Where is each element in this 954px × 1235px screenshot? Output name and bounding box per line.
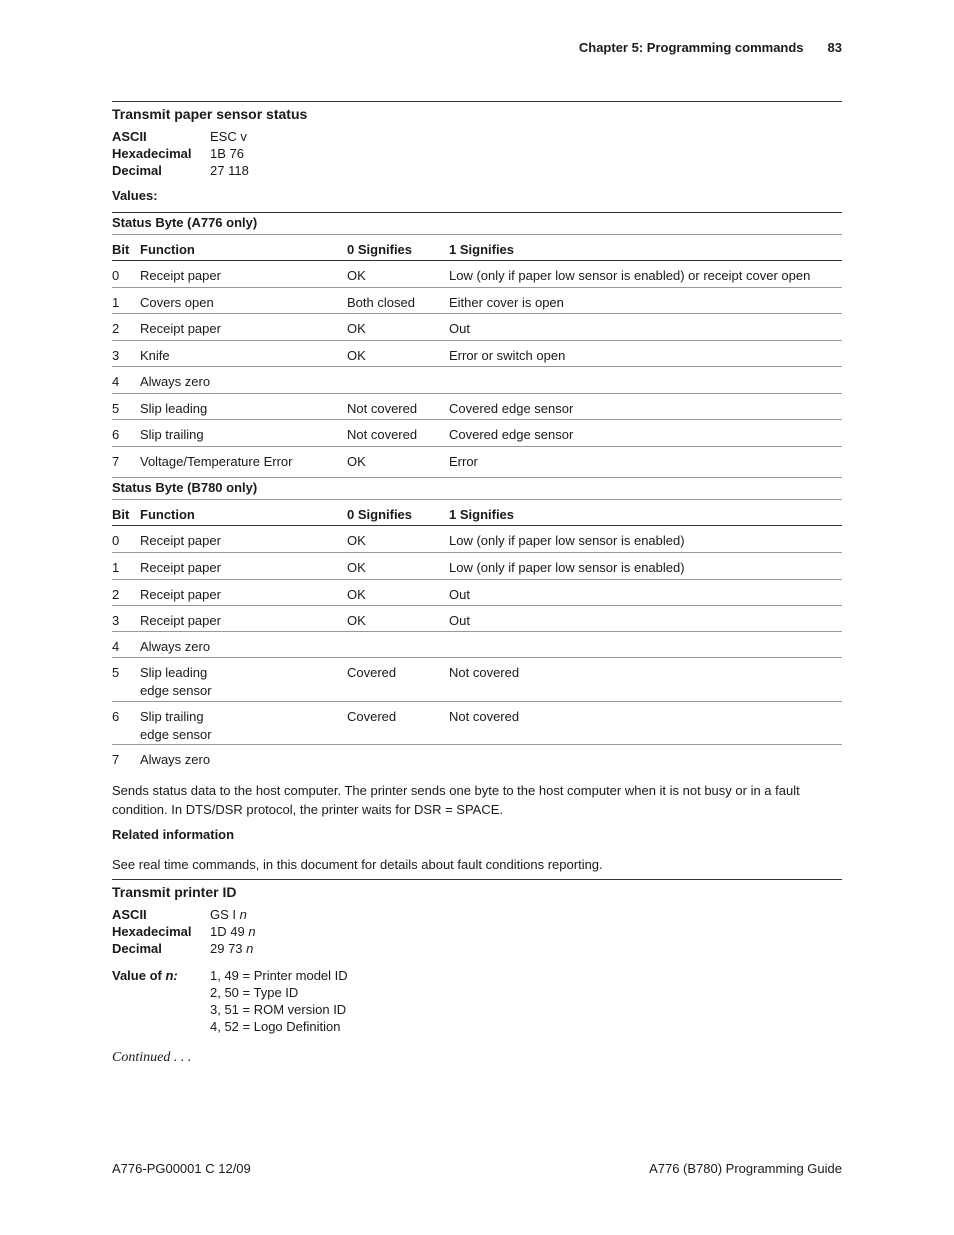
- cell-zero-signifies: OK: [347, 560, 366, 575]
- cell-function: Knife: [140, 348, 170, 363]
- cell-zero-signifies: OK: [347, 587, 366, 602]
- table-row: [112, 525, 842, 552]
- cell-zero-signifies: OK: [347, 454, 366, 469]
- cell-zero-signifies: Covered: [347, 665, 397, 680]
- cell-one-signifies: Covered edge sensor: [449, 427, 574, 442]
- cell-one-signifies: Error or switch open: [449, 348, 566, 363]
- cell-zero-signifies: Not covered: [347, 427, 418, 442]
- header-one: 1 Signifies: [449, 507, 515, 522]
- cell-zero-signifies: Both closed: [347, 295, 415, 310]
- cell-one-signifies: Low (only if paper low sensor is enabled): [449, 533, 685, 548]
- table-row: [112, 701, 842, 727]
- table-row: [112, 260, 842, 287]
- value-item: 1, 49 = Printer model ID: [210, 968, 348, 983]
- cell-function: edge sensor: [140, 727, 212, 742]
- value-of-label: Value of n:: [112, 968, 178, 983]
- cell-bit: 2: [112, 587, 120, 602]
- cell-bit: 1: [112, 295, 120, 310]
- cell-bit: 2: [112, 321, 120, 336]
- cell-function: Receipt paper: [140, 560, 221, 575]
- chapter-title: Chapter 5: Programming commands: [578, 40, 804, 55]
- cell-function: Voltage/Temperature Error: [140, 454, 293, 469]
- code-row-decimal: Decimal 27 118: [112, 163, 249, 178]
- cell-one-signifies: Out: [449, 321, 470, 336]
- cell-one-signifies: Not covered: [449, 665, 520, 680]
- cell-function: Covers open: [140, 295, 214, 310]
- footer-guide-title: A776 (B780) Programming Guide: [649, 1161, 842, 1176]
- related-info-label: Related information: [112, 827, 235, 842]
- value-item: 4, 52 = Logo Definition: [210, 1019, 341, 1034]
- cell-bit: 0: [112, 533, 120, 548]
- cell-bit: 4: [112, 639, 120, 654]
- table-row: [112, 366, 842, 393]
- table-row: [112, 313, 842, 340]
- cell-function: Slip trailing: [140, 709, 204, 724]
- cell-bit: 0: [112, 268, 120, 283]
- header-bit: Bit: [112, 242, 130, 257]
- value-item: 3, 51 = ROM version ID: [210, 1002, 347, 1017]
- table-rule: [112, 212, 842, 213]
- cell-bit: 7: [112, 454, 120, 469]
- cell-one-signifies: Covered edge sensor: [449, 401, 574, 416]
- table-row: [112, 631, 842, 657]
- description-paragraph: Sends status data to the host computer. The printer sends one byte to the host computer when it is not busy or in a fault condition. In DTS/DSR protocol, the printer waits for DSR = SPACE.: [112, 783, 800, 817]
- cell-zero-signifies: OK: [347, 533, 366, 548]
- cell-function: Always zero: [140, 752, 211, 767]
- table-row: [112, 605, 842, 631]
- code-row-ascii: ASCII ESC v: [112, 129, 247, 144]
- cell-one-signifies: Low (only if paper low sensor is enabled) or receipt cover open: [449, 268, 811, 283]
- table-row: [112, 744, 842, 771]
- cell-zero-signifies: OK: [347, 613, 366, 628]
- table-row: [112, 446, 842, 477]
- cell-function: Receipt paper: [140, 613, 221, 628]
- table-row: [112, 579, 842, 605]
- table-a-header: [112, 234, 842, 260]
- footer-doc-id: A776-PG00001 C 12/09: [112, 1161, 251, 1176]
- cell-bit: 6: [112, 709, 120, 724]
- code-row-hex: Hexadecimal 1D 49 n: [112, 924, 256, 939]
- cell-bit: 5: [112, 401, 120, 416]
- cell-one-signifies: Low (only if paper low sensor is enabled): [449, 560, 685, 575]
- cell-zero-signifies: Covered: [347, 709, 397, 724]
- cell-one-signifies: Out: [449, 587, 470, 602]
- continued-note: Continued . . .: [112, 1050, 192, 1065]
- cell-function: Always zero: [140, 374, 211, 389]
- table-row: [112, 727, 842, 744]
- cell-function: Slip trailing: [140, 427, 204, 442]
- section-rule: [112, 879, 842, 880]
- section-title: Transmit printer ID: [112, 884, 237, 900]
- cell-bit: 3: [112, 348, 120, 363]
- related-info-text: See real time commands, in this document for details about fault conditions reporting.: [112, 857, 603, 872]
- value-item: 2, 50 = Type ID: [210, 985, 299, 1000]
- code-row-ascii: ASCII GS I n: [112, 907, 247, 922]
- running-header: [579, 40, 842, 55]
- command-codes: [112, 128, 249, 179]
- cell-function: Slip leading: [140, 665, 208, 680]
- table-row: [112, 393, 842, 419]
- header-bit: Bit: [112, 507, 130, 522]
- cell-one-signifies: Either cover is open: [449, 295, 564, 310]
- table-a-title: Status Byte (A776 only): [112, 215, 258, 230]
- table-row: [112, 552, 842, 579]
- header-zero: 0 Signifies: [347, 507, 413, 522]
- cell-function: Slip leading: [140, 401, 208, 416]
- table-row: [112, 657, 842, 683]
- header-zero: 0 Signifies: [347, 242, 413, 257]
- command-codes: [112, 906, 256, 957]
- cell-one-signifies: Error: [449, 454, 478, 469]
- header-function: Function: [140, 242, 195, 257]
- value-of-n: [112, 967, 210, 984]
- section-rule: [112, 101, 842, 102]
- cell-bit: 7: [112, 752, 120, 767]
- value-list: [210, 967, 348, 1035]
- cell-function: Receipt paper: [140, 268, 221, 283]
- cell-bit: 1: [112, 560, 120, 575]
- cell-function: edge sensor: [140, 683, 212, 698]
- cell-one-signifies: Not covered: [449, 709, 520, 724]
- cell-zero-signifies: Not covered: [347, 401, 418, 416]
- cell-zero-signifies: OK: [347, 348, 366, 363]
- cell-zero-signifies: OK: [347, 268, 366, 283]
- table-row: [112, 340, 842, 366]
- cell-bit: 6: [112, 427, 120, 442]
- code-row-hex: Hexadecimal 1B 76: [112, 146, 244, 161]
- header-function: Function: [140, 507, 195, 522]
- cell-one-signifies: Out: [449, 613, 470, 628]
- table-b-header: [112, 499, 842, 525]
- header-one: 1 Signifies: [449, 242, 515, 257]
- table-b-title: Status Byte (B780 only): [112, 480, 258, 495]
- cell-bit: 5: [112, 665, 120, 680]
- cell-function: Receipt paper: [140, 321, 221, 336]
- cell-function: Receipt paper: [140, 587, 221, 602]
- cell-zero-signifies: OK: [347, 321, 366, 336]
- cell-bit: 4: [112, 374, 120, 389]
- section-title: Transmit paper sensor status: [112, 106, 308, 122]
- table-rule: [112, 477, 842, 478]
- cell-bit: 3: [112, 613, 120, 628]
- table-row: [112, 683, 842, 701]
- code-row-decimal: Decimal 29 73 n: [112, 941, 254, 956]
- values-label: Values:: [112, 188, 158, 203]
- table-row: [112, 287, 842, 313]
- cell-function: Receipt paper: [140, 533, 221, 548]
- table-row: [112, 419, 842, 446]
- cell-function: Always zero: [140, 639, 211, 654]
- page-number: 83: [827, 40, 842, 55]
